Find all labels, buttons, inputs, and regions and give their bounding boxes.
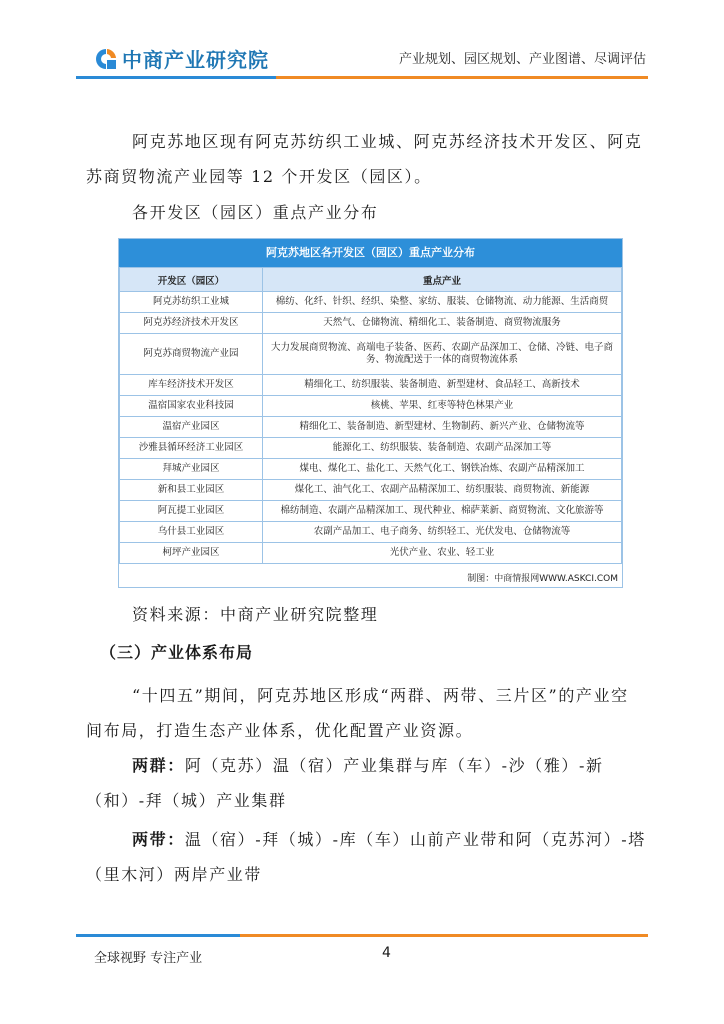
industry-cell: 农副产品加工、电子商务、纺织轻工、光伏发电、仓储物流等 <box>263 522 622 543</box>
industry-cell: 棉纺、化纤、针织、经织、染整、家纺、服装、仓储物流、动力能源、生活商贸 <box>263 292 622 313</box>
logo-icon <box>94 47 118 71</box>
zone-cell: 乌什县工业园区 <box>120 522 263 543</box>
table-row <box>120 438 622 459</box>
layout-paragraph: “十四五”期间，阿克苏地区形成“两群、两带、三片区”的产业空间布局，打造生态产业体系，优化配置产业资源。 <box>86 686 629 740</box>
table-row <box>120 522 622 543</box>
table-row <box>120 375 622 396</box>
source-note: 资料来源：中商产业研究院整理 <box>132 605 379 624</box>
table-title: 阿克苏地区各开发区（园区）重点产业分布 <box>119 239 622 267</box>
industry-cell: 核桃、苹果、红枣等特色林果产业 <box>263 396 622 417</box>
zone-cell: 温宿产业园区 <box>120 417 263 438</box>
zone-cell: 阿克苏经济技术开发区 <box>120 313 263 334</box>
zone-cell: 新和县工业园区 <box>120 480 263 501</box>
industry-cell: 煤化工、油气化工、农副产品精深加工、纺织服装、商贸物流、新能源 <box>263 480 622 501</box>
zone-cell: 拜城产业园区 <box>120 459 263 480</box>
industry-cell: 光伏产业、农业、轻工业 <box>263 543 622 564</box>
table-row <box>120 417 622 438</box>
footer-slogan: 全球视野 专注产业 <box>94 951 203 966</box>
industry-cell: 精细化工、装备制造、新型建材、生物制药、新兴产业、仓储物流等 <box>263 417 622 438</box>
table-row <box>120 313 622 334</box>
industry-cell: 煤电、煤化工、盐化工、天然气化工、钢铁冶炼、农副产品精深加工 <box>263 459 622 480</box>
page-number: 4 <box>382 945 391 961</box>
column-header-industry: 重点产业 <box>263 268 622 292</box>
zone-cell: 库车经济技术开发区 <box>120 375 263 396</box>
table-row <box>120 292 622 313</box>
zone-cell: 温宿国家农业科技园 <box>120 396 263 417</box>
header-divider-orange <box>276 76 648 79</box>
table-row <box>120 334 622 375</box>
two-clusters-paragraph <box>86 748 646 818</box>
logo <box>94 44 269 73</box>
two-clusters-label: 两群： <box>132 756 185 775</box>
industry-table-grid <box>119 267 622 564</box>
page-header <box>0 0 724 80</box>
zone-cell: 柯坪产业园区 <box>120 543 263 564</box>
two-belts-text: 温（宿）-拜（城）-库（车）山前产业带和阿（克苏河）-塔（里木河）两岸产业带 <box>86 830 646 884</box>
zone-cell: 阿克苏商贸物流产业园 <box>120 334 263 375</box>
industry-cell: 大力发展商贸物流、高端电子装备、医药、农副产品深加工、仓储、冷链、电子商务、物流配送于一体的商贸物流体系 <box>263 334 622 375</box>
header-divider-blue <box>76 76 276 79</box>
table-row <box>120 396 622 417</box>
table-footnote: 制图：中商情报网WWW.ASKCI.COM <box>467 574 618 584</box>
column-header-zone: 开发区（园区） <box>120 268 263 292</box>
footer-divider-orange <box>240 934 648 937</box>
header-tagline: 产业规划、园区规划、产业图谱、尽调评估 <box>398 52 646 67</box>
table-row <box>120 501 622 522</box>
two-belts-label: 两带： <box>132 830 185 849</box>
industry-cell: 精细化工、纺织服装、装备制造、新型建材、食品轻工、高新技术 <box>263 375 622 396</box>
section-title: （三）产业体系布局 <box>100 643 254 662</box>
logo-text: 中商产业研究院 <box>122 48 269 72</box>
table-row <box>120 459 622 480</box>
two-clusters-text: 阿（克苏）温（宿）产业集群与库（车）-沙（雅）-新（和）-拜（城）产业集群 <box>86 756 604 810</box>
footer-divider-blue <box>76 934 240 937</box>
table-row <box>120 543 622 564</box>
table-caption: 各开发区（园区）重点产业分布 <box>132 203 379 222</box>
zone-cell: 阿克苏纺织工业城 <box>120 292 263 313</box>
table-row <box>120 480 622 501</box>
zone-cell: 沙雅县循环经济工业园区 <box>120 438 263 459</box>
industry-table <box>118 238 623 588</box>
industry-cell: 天然气、仓储物流、精细化工、装备制造、商贸物流服务 <box>263 313 622 334</box>
zone-cell: 阿瓦提工业园区 <box>120 501 263 522</box>
intro-paragraph: 阿克苏地区现有阿克苏纺织工业城、阿克苏经济技术开发区、阿克苏商贸物流产业园等 12 个开发区（园区）。 <box>86 132 643 186</box>
two-belts-paragraph <box>86 822 646 892</box>
industry-cell: 能源化工、纺织服装、装备制造、农副产品深加工等 <box>263 438 622 459</box>
industry-cell: 棉纺制造、农副产品精深加工、现代种业、棉萨莱新、商贸物流、文化旅游等 <box>263 501 622 522</box>
